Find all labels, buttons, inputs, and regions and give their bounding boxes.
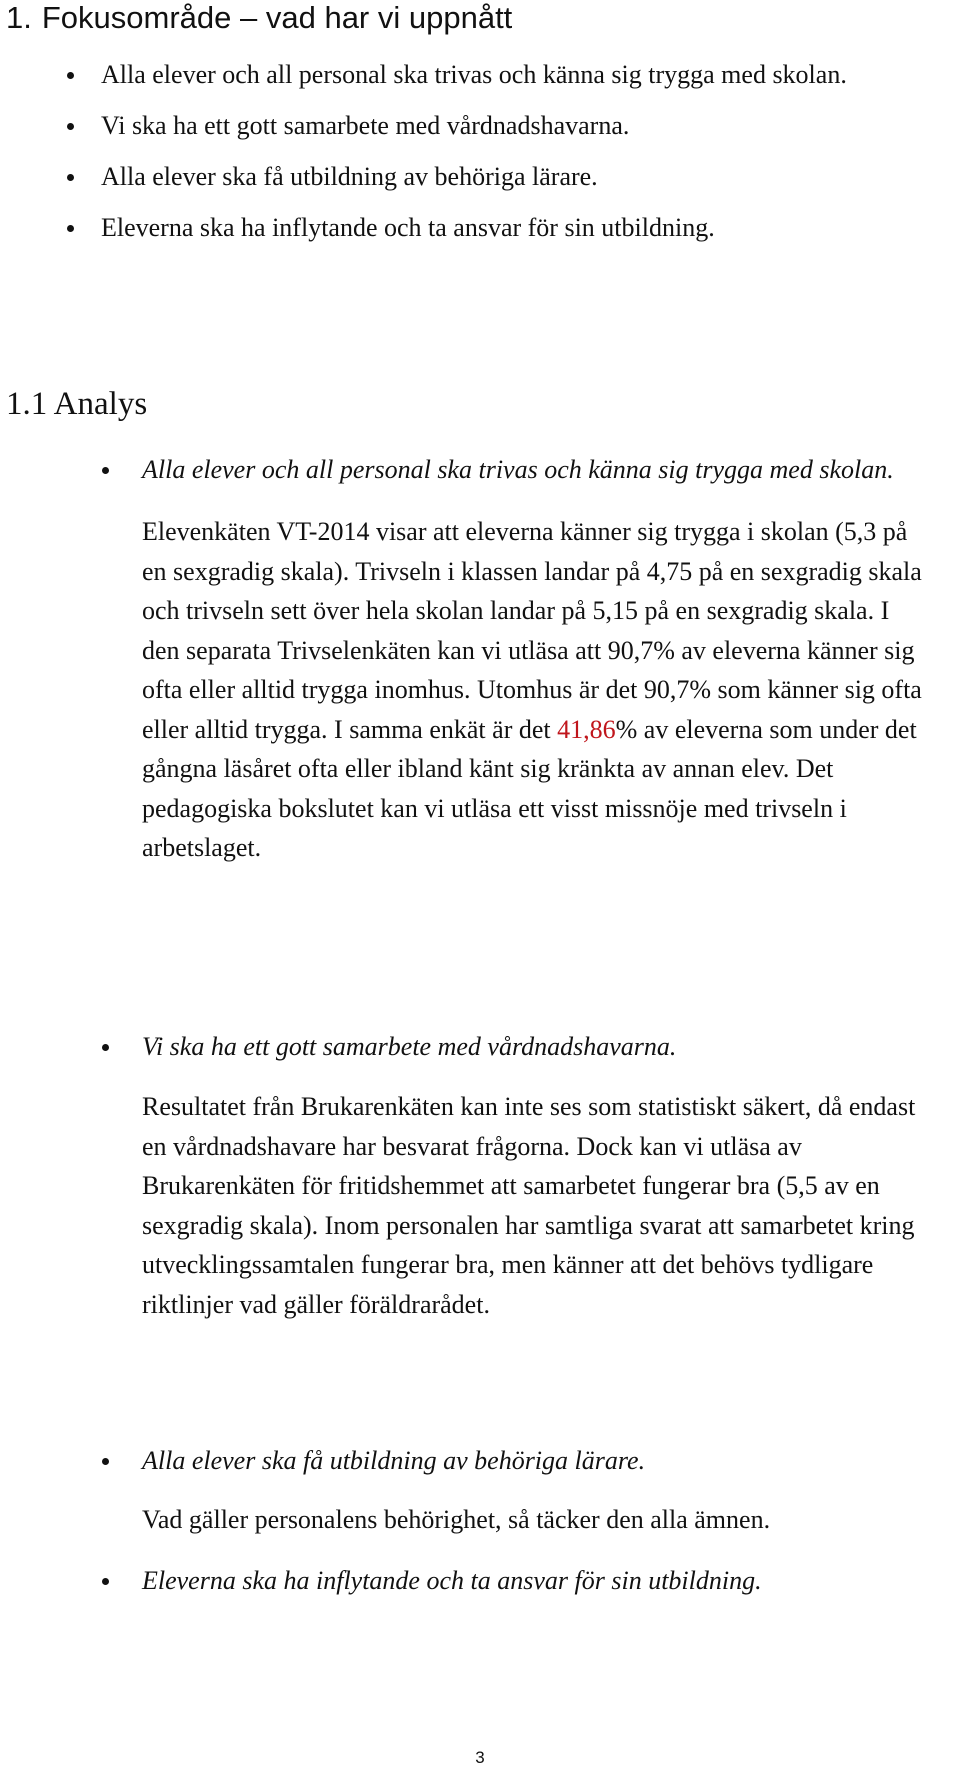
- goal-item: [0, 58, 960, 92]
- bullet-icon: [102, 1578, 109, 1585]
- analysis-goal: [0, 450, 960, 490]
- analysis-goal: [0, 1441, 960, 1481]
- analysis-goal-text: Alla elever ska få utbildning av behöriga lärare.: [142, 1446, 646, 1475]
- analysis-goal-text: Alla elever och all personal ska trivas och känna sig trygga med skolan.: [142, 455, 894, 484]
- bullet-icon: [67, 225, 74, 232]
- goal-text: Eleverna ska ha inflytande och ta ansvar för sin utbildning.: [101, 213, 715, 242]
- bullet-icon: [102, 467, 109, 474]
- analysis-block: [0, 1027, 960, 1324]
- subsection-heading: 1.1 Analys: [6, 386, 148, 422]
- goal-item: [0, 211, 960, 245]
- analysis-block: [0, 1441, 960, 1540]
- bullet-icon: [67, 72, 74, 79]
- analysis-goal-text: Eleverna ska ha inflytande och ta ansvar för sin utbildning.: [142, 1566, 762, 1595]
- bullet-icon: [102, 1044, 109, 1051]
- goal-text: Alla elever ska få utbildning av behöriga lärare.: [101, 162, 598, 191]
- section-number: 1.: [6, 0, 32, 35]
- analysis-block: [0, 1561, 960, 1601]
- goal-list: [0, 58, 960, 245]
- bullet-icon: [102, 1458, 109, 1465]
- goal-text: Vi ska ha ett gott samarbete med vårdnadshavarna.: [101, 111, 630, 140]
- analysis-paragraph: Elevenkäten VT-2014 visar att eleverna känner sig trygga i skolan (5,3 på en sexgradig skala). Trivseln i klassen landar på 4,75 på en sexgradig skala och trivseln sett över hela skolan landar på 5,15 på en sexgradig skala. I den separata Trivselenkäten kan vi utläsa att 90,7% av eleverna känner sig ofta eller alltid trygga inomhus. Utomhus är det 90,7% som känner sig ofta eller alltid trygga. I samma enkät är det 41,86% av eleverna som under det gångna läsåret ofta eller ibland känt sig kränkta av annan elev. Det pedagogiska bokslutet kan vi utläsa ett visst missnöje med trivseln i arbetslaget.: [142, 517, 922, 862]
- goal-item: [0, 109, 960, 143]
- analysis-goal: [0, 1561, 960, 1601]
- section-title: Fokusområde – vad har vi uppnått: [41, 0, 513, 35]
- analysis-goal-text: Vi ska ha ett gott samarbete med vårdnadshavarna.: [142, 1032, 677, 1061]
- bullet-icon: [67, 123, 74, 130]
- section-heading: [6, 0, 512, 36]
- bullet-icon: [67, 174, 74, 181]
- page-number: 3: [475, 1748, 485, 1767]
- goal-text: Alla elever och all personal ska trivas och känna sig trygga med skolan.: [101, 60, 847, 89]
- goal-item: [0, 160, 960, 194]
- highlighted-value: 41,86: [557, 714, 616, 744]
- analysis-paragraph: Resultatet från Brukarenkäten kan inte ses som statistiskt säkert, då endast en vårdnadshavare har besvarat frågorna. Dock kan vi utläsa av Brukarenkäten för fritidshemmet att samarbetet fungerar bra (5,5 av en sexgradig skala). Inom personalen har samtliga svarat att samarbetet kring utvecklingssamtalen fungerar bra, men känner att det behövs tydligare riktlinjer vad gäller föräldrarådet.: [142, 1092, 916, 1319]
- analysis-goal: [0, 1027, 960, 1067]
- analysis-paragraph: Vad gäller personalens behörighet, så täcker den alla ämnen.: [142, 1505, 771, 1534]
- analysis-block: [0, 450, 960, 868]
